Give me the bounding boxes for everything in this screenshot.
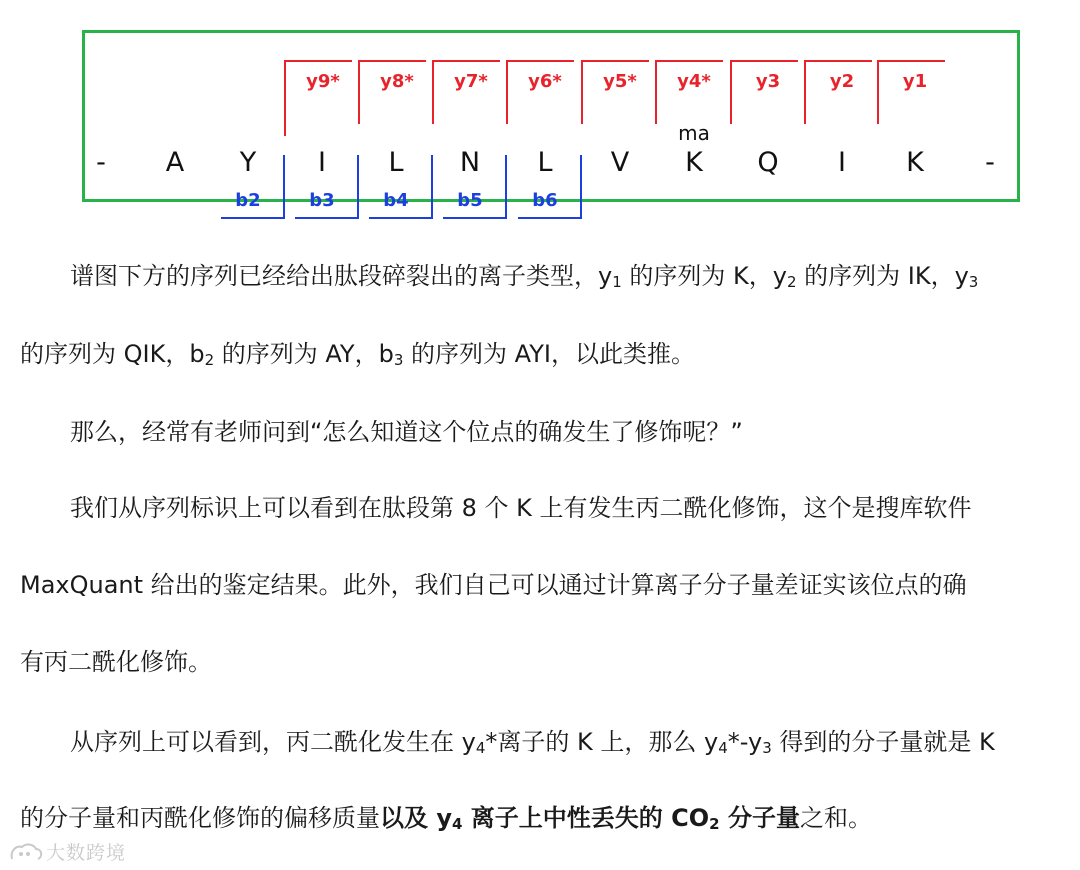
b-ion-label: b5 xyxy=(457,190,483,211)
residue-11: K xyxy=(906,147,924,178)
y-ion-bracket xyxy=(432,60,500,124)
paragraph-1-line-1: 谱图下方的序列已经给出肽段碎裂出的离子类型，$y_1$ 的序列为 K，$y_2$ 的序列为 IK，$y_3$ xyxy=(70,262,979,291)
y-ion-label: y3 xyxy=(755,71,781,92)
peptide-fragment-diagram xyxy=(82,30,1020,211)
b-ion-label: b6 xyxy=(532,190,558,211)
paragraph-1-line-2: 的序列为 QIK，$b_2$ 的序列为 AY，$b_3$ 的序列为 AYI，以此类推。 xyxy=(20,340,695,369)
y-ion-bracket xyxy=(655,60,723,124)
paragraph-4-line-1: 从序列上可以看到，丙二酰化发生在 $y_4*$离子的 K 上，那么 $y_4*-y_3$ 得到的分子量就是 K xyxy=(70,728,995,757)
paragraph-3-line-1: 我们从序列标识上可以看到在肽段第 8 个 K 上有发生丙二酰化修饰，这个是搜库软件 xyxy=(70,494,972,522)
y-ion-label: y8* xyxy=(380,71,414,92)
residue-10: I xyxy=(838,147,846,178)
y-ion-bracket xyxy=(506,60,574,124)
residue-2: Y xyxy=(239,147,257,178)
b-ion-label: b2 xyxy=(235,190,261,211)
y-ion-bracket xyxy=(581,60,649,124)
n-terminus-dash: - xyxy=(96,147,106,178)
watermark: 大数跨境 xyxy=(8,838,126,865)
paragraph-2: 那么，经常有老师问到“怎么知道这个位点的确发生了修饰呢？” xyxy=(70,418,743,446)
y-ion-label: y9* xyxy=(306,71,340,92)
residue-8: K xyxy=(685,147,703,178)
modification-label: ma xyxy=(678,121,710,145)
residue-9: Q xyxy=(757,147,779,178)
paragraph-3-line-3: 有丙二酰化修饰。 xyxy=(20,648,212,676)
bold-emphasis: 以及 $y_4$ 离子上中性丢失的 $CO_2$ 分子量 xyxy=(380,804,800,833)
residue-3: I xyxy=(318,147,326,178)
y-ion-label: y4* xyxy=(677,71,711,92)
paragraph-3-line-2: MaxQuant 给出的鉴定结果。此外，我们自己可以通过计算离子分子量差证实该位点的确 xyxy=(20,571,967,599)
y-ion-label: y5* xyxy=(603,71,637,92)
residue-6: L xyxy=(537,147,553,178)
y-ion-bracket xyxy=(804,60,872,124)
y-ion-label: y1 xyxy=(902,71,928,92)
b-ion-label: b3 xyxy=(309,190,335,211)
residue-7: V xyxy=(610,147,630,178)
paragraph-4-line-2: 的分子量和丙酰化修饰的偏移质量以及 $y_4$ 离子上中性丢失的 $CO_2$ 分子量之和。 xyxy=(20,804,872,833)
residue-1: A xyxy=(165,147,185,178)
b-ion-label: b4 xyxy=(383,190,409,211)
y-ion-bracket xyxy=(877,60,945,124)
y-ion-label: y6* xyxy=(528,71,562,92)
watermark-logo-icon xyxy=(8,841,44,863)
c-terminus-dash: - xyxy=(985,147,995,178)
residue-4: L xyxy=(388,147,404,178)
y-ion-bracket xyxy=(358,60,426,124)
y-ion-label: y7* xyxy=(454,71,488,92)
residue-5: N xyxy=(459,147,481,178)
y-ion-label: y2 xyxy=(829,71,855,92)
y-ion-bracket xyxy=(730,60,798,124)
